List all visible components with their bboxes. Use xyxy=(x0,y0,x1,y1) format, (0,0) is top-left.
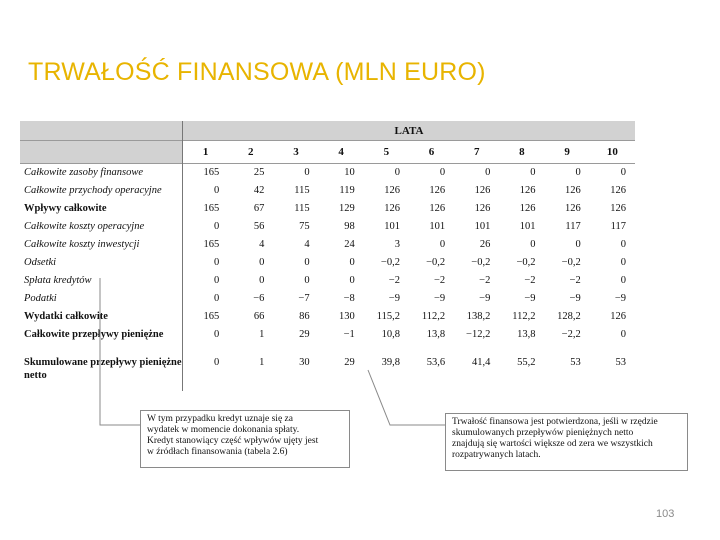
value-cell: −9 xyxy=(388,293,400,304)
value-cell: 25 xyxy=(253,167,265,179)
value-cell: 101 xyxy=(519,221,536,232)
value-cell: 119 xyxy=(339,185,355,196)
value-cell: 13,8 xyxy=(517,328,536,340)
value-cell: 0 xyxy=(213,356,220,368)
callout-line: rozpatrywanych latach. xyxy=(452,450,541,460)
value-cell: 0 xyxy=(530,167,536,179)
value-cell: 0 xyxy=(213,275,220,286)
value-cell: 30 xyxy=(299,356,310,368)
row-label: Całkowite przepływy pieniężne xyxy=(24,328,164,340)
value-cell: −12,2 xyxy=(466,328,491,340)
row-label: Wydatki całkowite xyxy=(24,311,108,322)
callout-line: skumulowanych przepływów pieniężnych netto xyxy=(452,428,634,438)
value-cell: 4 xyxy=(259,239,265,250)
callout-line: w źródłach finansowania (tabela 2.6) xyxy=(147,447,288,457)
value-cell: −2 xyxy=(479,275,491,286)
value-cell: 126 xyxy=(610,185,626,196)
value-cell: 128,2 xyxy=(557,311,581,322)
year-header-cell: 10 xyxy=(590,141,635,164)
value-cell: 115 xyxy=(294,203,310,214)
value-cell: 112,2 xyxy=(512,311,536,322)
value-cell: −0,2 xyxy=(426,257,446,268)
value-cell: 0 xyxy=(439,167,446,179)
value-cell: 98 xyxy=(344,221,355,232)
value-cell: 0 xyxy=(213,221,220,232)
value-cell: 0 xyxy=(485,167,491,179)
value-cell: 1 xyxy=(259,328,265,340)
row-label: Całkowite zasoby finansowe xyxy=(24,167,143,179)
value-cell: 75 xyxy=(299,221,310,232)
value-cell: 0 xyxy=(213,293,220,304)
value-cell: 117 xyxy=(565,221,581,232)
value-cell: 10,8 xyxy=(381,328,400,340)
year-header-cell: 6 xyxy=(409,141,454,164)
credit-note-callout xyxy=(140,410,350,468)
value-cell: 3 xyxy=(394,239,400,250)
row-label: Całkowite koszty inwestycji xyxy=(24,239,140,250)
value-cell: −2 xyxy=(433,275,446,286)
value-cell: 165 xyxy=(203,311,220,322)
year-header-cell: 2 xyxy=(228,141,273,164)
value-cell: 0 xyxy=(259,275,265,286)
value-cell: 0 xyxy=(394,167,400,179)
value-cell: 126 xyxy=(610,311,626,322)
value-cell: 29 xyxy=(344,356,355,368)
value-cell: 0 xyxy=(620,239,626,250)
value-cell: 67 xyxy=(253,203,265,214)
row-label: Wpływy całkowite xyxy=(24,203,107,214)
value-cell: −8 xyxy=(343,293,355,304)
value-cell: 0 xyxy=(349,275,355,286)
value-cell: −9 xyxy=(614,293,626,304)
value-cell: 126 xyxy=(429,203,446,214)
year-header-cell: 4 xyxy=(319,141,364,164)
value-cell: 13,8 xyxy=(426,328,446,340)
value-cell: −2 xyxy=(569,275,581,286)
right-callout-leader xyxy=(368,370,445,425)
value-cell: 0 xyxy=(620,275,626,286)
value-cell: 0 xyxy=(259,257,265,268)
value-cell: 0 xyxy=(620,328,626,340)
year-header-cell: 9 xyxy=(545,141,590,164)
value-cell: 0 xyxy=(530,239,536,250)
slide-title: TRWAŁOŚĆ FINANSOWA (MLN EURO) xyxy=(28,58,486,86)
value-cell: 126 xyxy=(519,203,536,214)
value-cell: 24 xyxy=(344,239,355,250)
value-cell: −2 xyxy=(524,275,536,286)
value-cell: 0 xyxy=(439,239,446,250)
value-cell: 39,8 xyxy=(381,356,400,368)
row-label: Podatki xyxy=(24,293,57,304)
value-cell: 126 xyxy=(564,203,581,214)
value-cell: 0 xyxy=(575,239,581,250)
years-group-header: LATA xyxy=(183,121,635,141)
value-cell: −9 xyxy=(479,293,491,304)
value-cell: −2 xyxy=(388,275,400,286)
year-header-cell: 5 xyxy=(364,141,409,164)
value-cell: 165 xyxy=(203,167,220,179)
value-cell: 53 xyxy=(615,356,626,368)
value-cell: 56 xyxy=(253,221,265,232)
value-cell: 138,2 xyxy=(466,311,491,322)
value-cell: −9 xyxy=(433,293,446,304)
year-header-cell: 8 xyxy=(499,141,544,164)
value-cell: 0 xyxy=(213,185,220,196)
value-cell: 41,4 xyxy=(471,356,491,368)
value-cell: −0,2 xyxy=(380,257,400,268)
value-cell: 42 xyxy=(253,185,265,196)
value-cell: 0 xyxy=(213,328,220,340)
value-cell: 1 xyxy=(259,356,265,368)
value-cell: −9 xyxy=(524,293,536,304)
value-cell: 115,2 xyxy=(376,311,400,322)
value-cell: 126 xyxy=(519,185,536,196)
value-cell: 101 xyxy=(384,221,400,232)
callout-line: wydatek w momencie dokonania spłaty. xyxy=(147,425,300,435)
value-cell: 0 xyxy=(304,257,310,268)
value-cell: 66 xyxy=(253,311,265,322)
value-cell: 55,2 xyxy=(517,356,536,368)
callout-line: znajdują się wartości większe od zera we wszystkich xyxy=(452,439,653,449)
row-label: Całkowite przychody operacyjne xyxy=(24,185,162,196)
callout-line: W tym przypadku kredyt uznaje się za xyxy=(147,414,293,424)
value-cell: 26 xyxy=(479,239,491,250)
value-cell: 0 xyxy=(213,257,220,268)
row-label: Spłata kredytów xyxy=(24,275,92,286)
left-callout-leader xyxy=(100,278,140,425)
value-cell: 117 xyxy=(610,221,626,232)
value-cell: −7 xyxy=(298,293,310,304)
year-header-cell: 7 xyxy=(454,141,499,164)
value-cell: 29 xyxy=(299,328,310,340)
value-cell: 0 xyxy=(304,167,310,179)
value-cell: 126 xyxy=(474,185,491,196)
value-cell: 115 xyxy=(294,185,310,196)
value-cell: 126 xyxy=(474,203,491,214)
value-cell: 126 xyxy=(429,185,446,196)
value-cell: 0 xyxy=(575,167,581,179)
value-cell: −1 xyxy=(343,328,355,340)
value-cell: −6 xyxy=(253,293,265,304)
row-label: Skumulowane przepływy pieniężne netto xyxy=(24,356,182,381)
value-cell: −0,2 xyxy=(471,257,491,268)
value-cell: 126 xyxy=(384,203,400,214)
value-cell: 165 xyxy=(203,239,220,250)
callout-line: Kredyt stanowiący część wpływów ujęty jest xyxy=(147,436,319,446)
page-number: 103 xyxy=(656,508,675,520)
value-cell: 101 xyxy=(429,221,446,232)
value-cell: 53 xyxy=(570,356,581,368)
value-cell: 126 xyxy=(610,203,626,214)
row-label: Całkowite koszty operacyjne xyxy=(24,221,145,232)
value-cell: 130 xyxy=(339,311,355,322)
value-cell: −9 xyxy=(569,293,581,304)
year-header-cell: 3 xyxy=(273,141,318,164)
value-cell: 53,6 xyxy=(426,356,446,368)
year-header-cell: 1 xyxy=(183,141,228,164)
value-cell: 165 xyxy=(203,203,220,214)
value-cell: −0,2 xyxy=(561,257,581,268)
callout-line: Trwałość finansowa jest potwierdzona, jeśli w rzędzie xyxy=(452,417,658,427)
value-cell: 126 xyxy=(564,185,581,196)
sustainability-note-callout xyxy=(445,413,688,471)
value-cell: 0 xyxy=(349,257,355,268)
value-cell: 129 xyxy=(339,203,355,214)
value-cell: 112,2 xyxy=(421,311,446,322)
value-cell: 4 xyxy=(304,239,310,250)
value-cell: 0 xyxy=(620,257,626,268)
value-cell: 0 xyxy=(620,167,626,179)
row-label: Odsetki xyxy=(24,257,57,268)
value-cell: −2,2 xyxy=(561,328,581,340)
value-cell: 86 xyxy=(299,311,310,322)
value-cell: 101 xyxy=(474,221,491,232)
value-cell: 126 xyxy=(384,185,400,196)
value-cell: 10 xyxy=(344,167,355,179)
value-cell: 0 xyxy=(304,275,310,286)
value-cell: −0,2 xyxy=(516,257,536,268)
